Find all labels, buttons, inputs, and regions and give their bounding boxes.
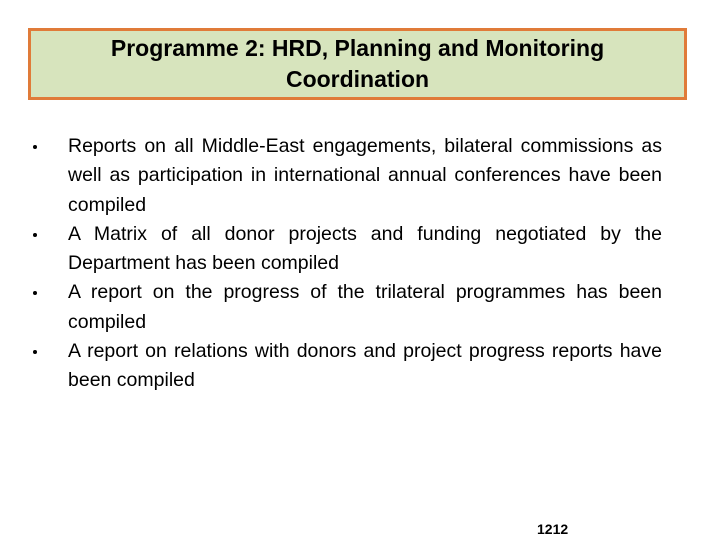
bullet-text: A report on the progress of the trilateral programmes has been compiled [68, 281, 662, 333]
bullet-text: Reports on all Middle-East engagements, bilateral commissions as well as participation in international annual conferences have been compiled [68, 135, 662, 216]
slide-title-line-1: Programme 2: HRD, Planning and Monitoring [110, 35, 605, 61]
page-number: 1212 [537, 521, 569, 537]
bullet-item [68, 278, 662, 337]
bullet-list [68, 132, 662, 396]
bullet-icon [33, 145, 37, 149]
slide-title-line-2: Coordination [285, 66, 430, 92]
bullet-text: A report on relations with donors and project progress reports have been compiled [68, 340, 662, 392]
bullet-item [68, 337, 662, 396]
bullet-icon [33, 233, 37, 237]
bullet-icon [33, 291, 37, 295]
bullet-item [68, 220, 662, 279]
title-box [28, 28, 687, 100]
bullet-icon [33, 350, 37, 354]
bullet-text: A Matrix of all donor projects and funding negotiated by the Department has been compiled [68, 222, 662, 275]
bullet-item [68, 132, 662, 220]
